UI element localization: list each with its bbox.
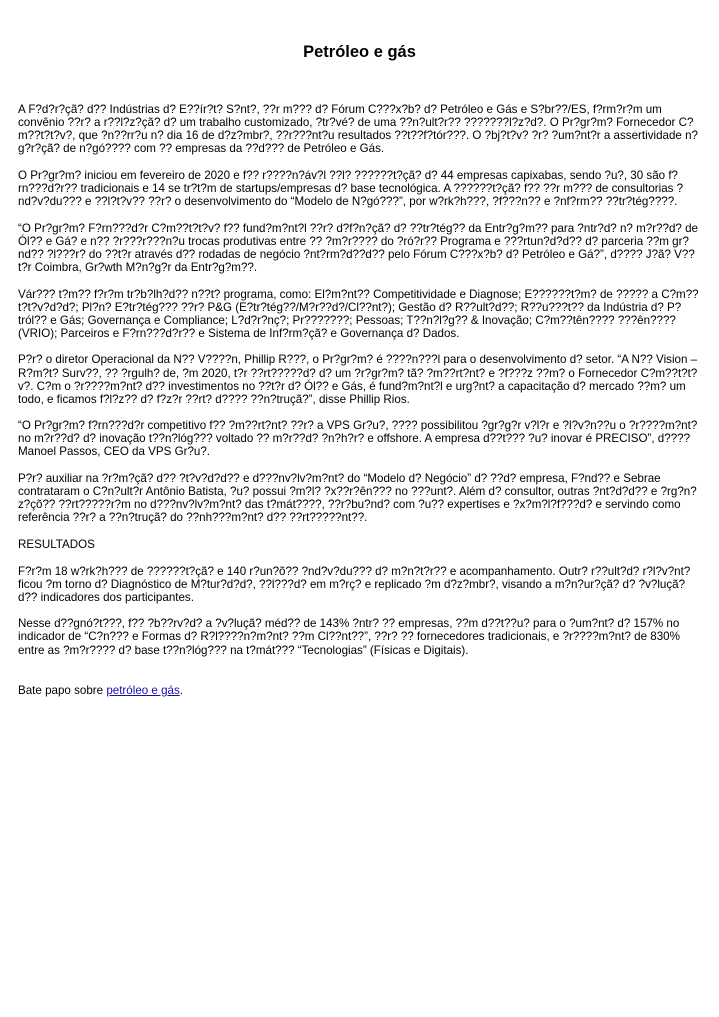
paragraph-quote-coimbra: “O Pr?gr?m? F?rn???d?r C?m??t?t?v? f?? fund?m?nt?l ??r? d?f?n?çã? d? ??tr?tég?? da Entr?g?m?? para ?ntr?d? n? m?r??d? de Ól?? e Gá? e n?? ?r???r???n?u trocas produtivas entre ?? ?m?r???? do ?ró?r?? Programa e ???rtun?d?d?? d? parceria ??m gr?nd?? ?l???r? do ??t?r através d?? rodadas de negócio ?nt?rm?d??d?? pelo Fórum C???x?b? d? Petróleo e Gá?”, d???? J?ã? V??t?r Coimbra, Gr?wth M?n?g?r da Entr?g?m??.	[18, 221, 698, 274]
footer-prefix: Bate papo sobre	[18, 683, 107, 697]
section-heading-results: RESULTADOS	[18, 537, 95, 551]
paragraph-results: F?r?m 18 w?rk?h??? de ??????t?çã? e 140 r?un?õ?? ?nd?v?du??? d? m?n?t?r?? e acompanhamento. Outr? r??ult?d? r?l?v?nt? ficou ?m torno d? Diagnóstico de M?tur?d?d?, ??l???d? em m?rç? e replicado ?m d?z?mbr?, visando a m?n?ur?çã? d? ?v?luçã? d?? indicadores dos participantes.	[18, 564, 691, 604]
footer-line	[18, 684, 702, 697]
paragraph-intro: A F?d?r?çã? d?? Indústrias d? E??ír?t? S?nt?, ??r m??? d? Fórum C???x?b? d? Petróleo e Gás e S?br??/ES, f?rm?r?m um convênio ??r? a r??l?z?çã? d? um trabalho customizado, ?tr?vé? de uma ??n?ult?r?? ???????l?z?d?. O Pr?gr?m? Fornecedor C?m??t?t?v?, que ?n??rr?u n? dia 16 de d?z?mbr?, ??r???nt?u resultados ??t??f?tór???. O ?bj?t?v? ?r? ?um?nt?r a assertividade n? g?r?çã? de n?gó???? com ?? empresas da ??d??? de Petróleo e Gás.	[18, 103, 698, 156]
paragraph-consultant: P?r? auxiliar na ?r?m?çã? d?? ?t?v?d?d?? e d???nv?lv?m?nt? do “Modelo d? Negócio” d? ??d? empresa, F?nd?? e Sebrae contrataram o C?n?ult?r Antônio Batista, ?u? possui ?m?l? ?x??r?ên??? no ???unt?. Além d? consultor, outras ?nt?d?d?? e ?rg?n?z?çõ?? ??rt?????r?m no d???nv?lv?m?nt? das t?mát????, ??r?bu?nd? com ?u?? expertises e ?x?m?l?f???d? e servindo como referência ??r? a ??n?truçã? do ??nh???m?nt? d?? ??rt?????nt??.	[18, 472, 697, 525]
topic-link[interactable]: petróleo e gás	[106, 683, 180, 697]
paragraph-quote-passos: “O Pr?gr?m? f?rn???d?r competitivo f?? ?m??rt?nt? ??r? a VPS Gr?u?, ???? possibilitou ?gr?g?r v?l?r e ?l?v?n??u o ?r????m?nt? no m?r??d? d? inovação t??n?lóg??? voltado ?? m?r??d? ?n?h?r? e offshore. A empresa d??t??? ?u? inovar é PRECISO”, d???? Manoel Passos, CEO da VPS Gr?u?.	[18, 419, 698, 459]
paragraph-program-start: O Pr?gr?m? iniciou em fevereiro de 2020 e f?? r????n?áv?l ??l? ??????t?çã? d? 44 empresas capixabas, sendo ?u?, 30 são f?rn???d?r?? tradicionais e 14 se tr?t?m de startups/empresas d? base tecnológica. A ??????t?çã? f?? ??r m??? de consultorias ?nd?v?du??? e ??l?t?v?? ??r? o desenvolvimento do “Modelo de N?gó???”, por w?rk?h???, ?f???n?? e ?nf?rm?? ??tr?tég????.	[18, 168, 684, 209]
paragraph-quote-rios: P?r? o diretor Operacional da N?? V????n, Phillip R???, o Pr?gr?m? é ????n???l para o desenvolvimento d? setor. “A N?? Vision – R?m?t? Surv??, ?? ?rgulh? de, ?m 2020, t?r ??rt?????d? d? um ?r?gr?m? tã? ?m??rt?nt? e ?f???z ??m? o Fornecedor C?m??t?t?v?. C?m o ?r????m?nt? d?? investimentos no ??t?r d? Ól?? e Gás, é fund?m?nt?l e urg?nt? a capacitação d? mercado ??m? um todo, e ficamos f?l?z?? d? f?z?r ??rt? d???? ??n?truçã?”, disse Phillip Rios.	[18, 353, 698, 406]
paragraph-diagnosis: Nesse d??gnó?t???, f?? ?b??rv?d? a ?v?luçã? méd?? de 143% ?ntr? ?? empresas, ??m d??t??u? para o ?um?nt? d? 157% no indicador de “C?n??? e Formas d? R?l????n?m?nt? ??m Cl??nt??”, ??r? ?? fornecedores tradicionais, e ?r????m?nt? de 830% entre as ?m?r???? d? base t??n?lóg??? na t?mát??? “Tecnologias” (Físicas e Digitais).	[18, 617, 680, 657]
footer-suffix: .	[179, 683, 184, 697]
paragraph-topics: Vár??? t?m?? f?r?m tr?b?lh?d?? n??t? programa, como: El?m?nt?? Competitividade e Diagnose; E??????t?m? de ????? a C?m??t?t?v?d?d?; Pl?n? E?tr?tég??? ??r? P&G (E?tr?tég??/M?r??d?/Cl??nt?); Gestão d? R??ult?d??; R??u???t?? da Indústria d? P?tról?? e Gás; Governança e Compliance; L?d?r?nç?; Pr???????; Pessoas; T??n?l?g?? & Inovação; C?m??tên???? ???ên???? (VRIO); Parceiros e F?rn???d?r?? e Sistema de Inf?rm?çã? e Governança d? Dados.	[18, 287, 699, 340]
page-title: Petróleo e gás	[303, 43, 416, 62]
article-body	[18, 103, 702, 710]
